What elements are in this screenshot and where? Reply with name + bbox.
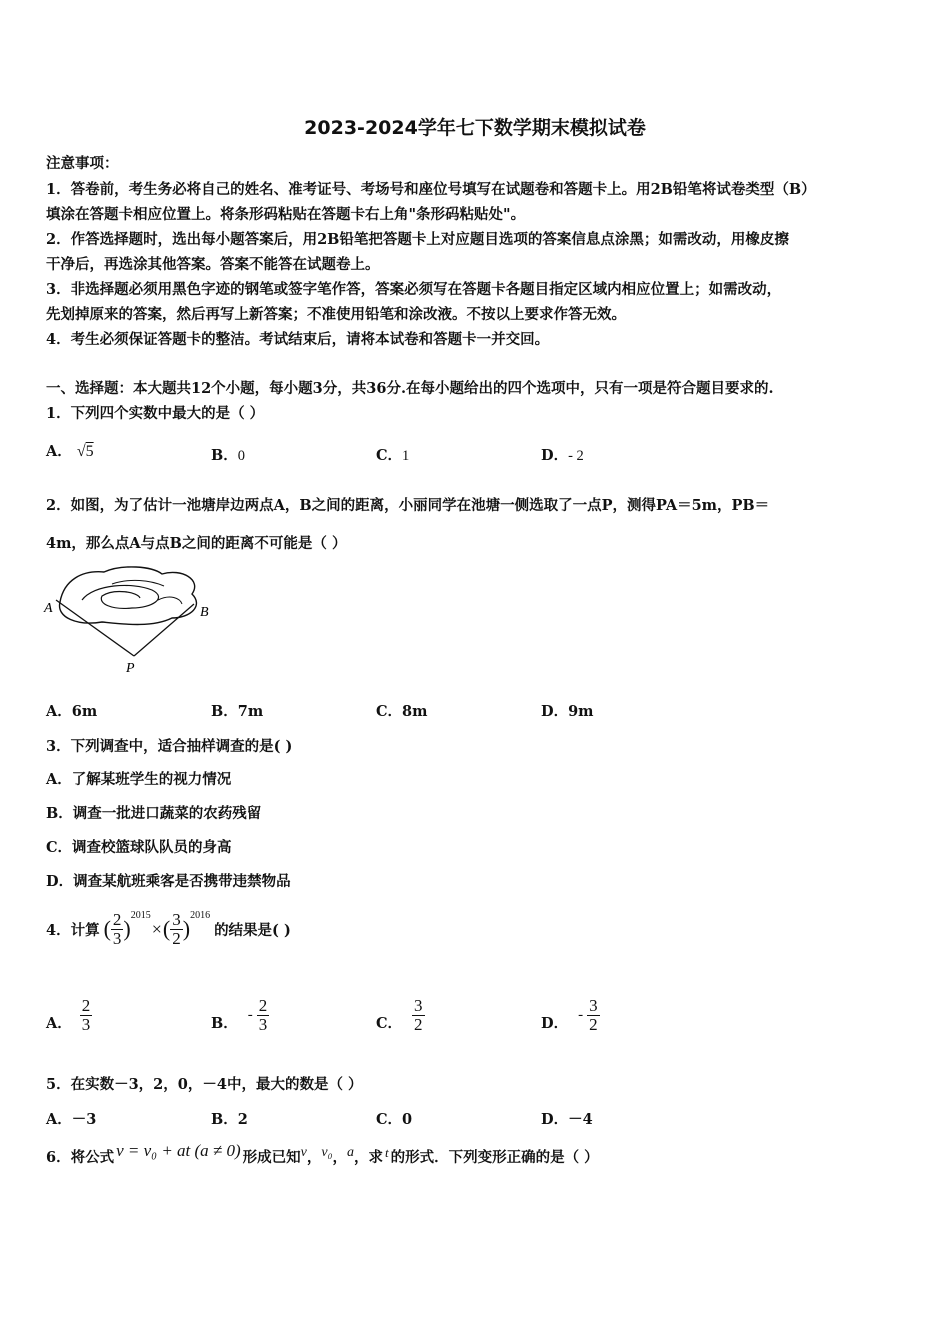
notice-line: 3．非选择题必须用黑色字迹的钢笔或签字笔作答，答案必须写在答题卡各题目指定区域内相应位置上；如需改动， (46, 281, 782, 298)
question-6-stem: 6．将公式 v = v₀ + at (a ≠ 0) 形成已知 v ， v₀ ， a ，求 t 的形式．下列变形正确的是（ ） (46, 1140, 599, 1166)
notice-line: 填涂在答题卡相应位置上。将条形码粘贴在答题卡右上角"条形码粘贴处"。 (46, 206, 526, 223)
question-2-stem: 2．如图，为了估计一池塘岸边两点A，B之间的距离，小丽同学在池塘一侧选取了一点P，测得PA＝5m，PB＝ (46, 497, 770, 514)
q4-option-d: D． - $\frac{3}{2}$ (541, 995, 598, 1034)
notice-heading: 注意事项： (46, 155, 119, 172)
question-5-stem: 5．在实数－3，2，0，－4中，最大的数是（ ） (46, 1076, 363, 1093)
point-a-label: A (44, 601, 53, 616)
notice-line: 4．考生必须保证答题卡的整洁。考试结束后，请将本试卷和答题卡一并交回。 (46, 331, 550, 348)
q2-option-b: B．7m (211, 703, 264, 720)
radicand: 5 (85, 443, 94, 460)
q1-option-c: C．1 (376, 447, 410, 464)
page-title: 2023-2024学年七下数学期末模拟试卷 (304, 117, 646, 139)
q5-option-c: C．0 (376, 1111, 413, 1128)
notice-line: 1．答卷前，考生务必将自己的姓名、准考证号、考场号和座位号填写在试题卷和答题卡上。用2B铅笔将试卷类型（B） (46, 181, 816, 198)
q1-option-b: B．0 (211, 447, 246, 464)
q4-option-c: C． $\frac{3}{2}$ (376, 995, 423, 1034)
question-2-stem-cont: 4m，那么点A与点B之间的距离不可能是（ ） (46, 535, 347, 552)
q2-option-a: A．6m (46, 703, 98, 720)
notice-line: 先划掉原来的答案，然后再写上新答案；不准使用铅笔和涂改液。不按以上要求作答无效。 (46, 306, 626, 323)
section-heading: 一、选择题：本大题共12个小题，每小题3分，共36分.在每小题给出的四个选项中，只有一项是符合题目要求的. (46, 380, 774, 397)
point-p-label: P (126, 661, 135, 676)
q5-option-b: B．2 (211, 1111, 248, 1128)
q5-option-d: D．－4 (541, 1111, 593, 1128)
q2-option-d: D．9m (541, 703, 594, 720)
q2-option-c: C．8m (376, 703, 428, 720)
notice-line: 2．作答选择题时，选出每小题答案后，用2B铅笔把答题卡上对应题目选项的答案信息点涂黑；如需改动，用橡皮擦 (46, 231, 789, 248)
q4-fraction-2: $\frac{3}{2}$ (172, 909, 181, 948)
question-4-stem: 4．计算 ( $\frac{2}{3}$ ) 2015 × ( $\frac{3}{2}$ ) 2016 的结果是( ) (46, 909, 291, 948)
notice-line: 干净后，再选涂其他答案。答案不能答在试题卷上。 (46, 256, 380, 273)
q5-option-a: A．－3 (46, 1111, 97, 1128)
point-b-label: B (200, 605, 209, 620)
q4-option-b: B． - $\frac{2}{3}$ (211, 995, 268, 1034)
pond-figure (42, 560, 222, 680)
q3-option-c: C．调查校篮球队队员的身高 (46, 839, 232, 856)
q4-fraction-1: $\frac{2}{3}$ (112, 909, 122, 948)
question-1-stem: 1．下列四个实数中最大的是（ ） (46, 405, 265, 422)
q4-option-a: A． $\frac{2}{3}$ (46, 995, 91, 1034)
q3-option-a: A．了解某班学生的视力情况 (46, 771, 232, 788)
q3-option-b: B．调查一批进口蔬菜的农药残留 (46, 805, 262, 822)
question-3-stem: 3．下列调查中，适合抽样调查的是( ) (46, 738, 293, 755)
q1-option-a: A． √5 (46, 443, 94, 460)
q1-option-d: D．- 2 (541, 447, 584, 464)
q6-formula: v = v₀ + at (a ≠ 0) (116, 1140, 241, 1160)
q3-option-d: D．调查某航班乘客是否携带违禁物品 (46, 873, 291, 890)
